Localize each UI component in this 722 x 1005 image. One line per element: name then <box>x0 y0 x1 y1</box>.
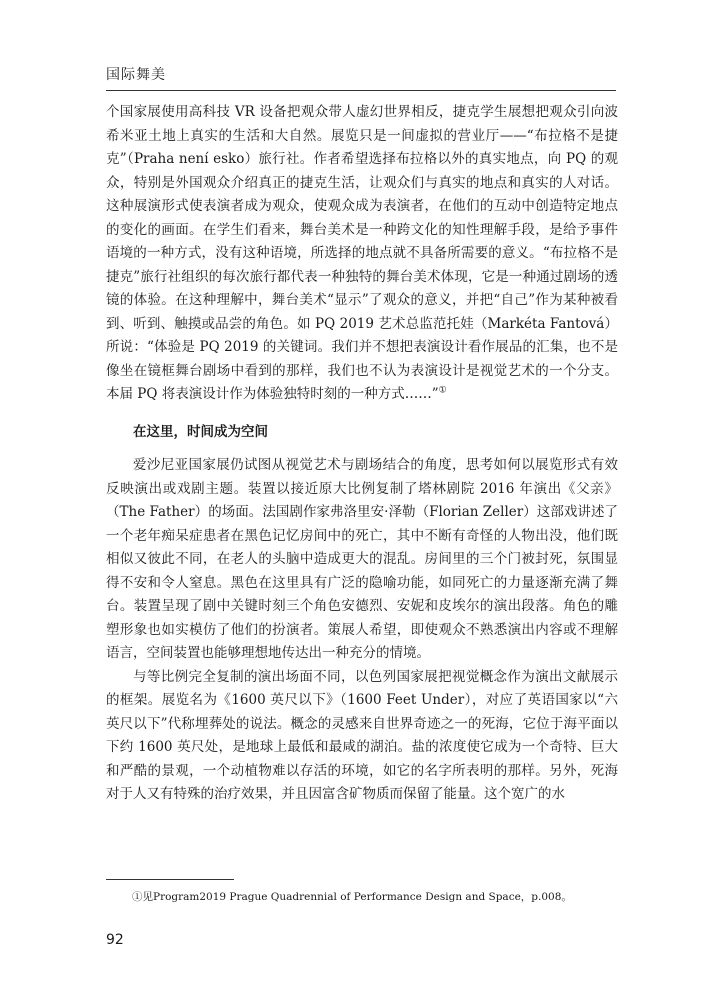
footnote-reference[interactable]: ① <box>438 385 447 396</box>
footnote-divider <box>106 879 234 880</box>
paragraph-3: 与等比例完全复制的演出场面不同，以色列国家展把视觉概念作为演出文献展示的框架。展览名为《1600 英尺以下》（1600 Feet Under），对应了英语国家以“六英尺以下”代称埋葬处的说法。概念的灵感来自世界奇迹之一的死海，它位于海平面以下约 1600 英尺处，是地球上最低和最咸的湖泊。盐的浓度使它成为一个奇特、巨大和严酷的景观，一个动植物难以存活的环境，如它的名字所表明的那样。另外，死海对于人又有特殊的治疗效果，并且因富含矿物质而保留了能量。这个宽广的水 <box>106 668 618 802</box>
paragraph-1 <box>106 101 618 407</box>
paragraph-1-text: 个国家展使用高科技 VR 设备把观众带人虚幻世界相反，捷克学生展想把观众引向波希米亚土地上真实的生活和大自然。展览只是一间虚拟的营业厅——“布拉格不是捷克”（Praha není esko）旅行社。作者希望选择布拉格以外的真实地点，向 PQ 的观众，特别是外国观众介绍真正的捷克生活，让观众们与真实的地点和真实的人对话。这种展演形式使表演者成为观众，使观众成为表演者，在他们的互动中创造特定地点的变化的画面。在学生们看来，舞台美术是一种跨文化的知性理解手段，是给予事件语境的一种方式，没有这种语境，所选择的地点就不具备所需要的意义。“布拉格不是捷克”旅行社组织的每次旅行都代表一种独特的舞台美术体现，它是一种通过剧场的透镜的体验。在这种理解中，舞台美术“显示”了观众的意义，并把“自己”作为某种被看到、听到、触摸或品尝的角色。如 PQ 2019 艺术总监范托娃（Markéta Fantová）所说：“体验是 PQ 2019 的关键词。我们并不想把表演设计看作展品的汇集，也不是像坐在镜框舞台剧场中看到的那样，我们也不认为表演设计是视觉艺术的一个分支。本届 PQ 将表演设计作为体验独特时刻的一种方式……” <box>106 104 618 402</box>
footnote: ①见Program2019 Prague Quadrennial of Performance Design and Space，p.008。 <box>132 891 572 903</box>
paragraph-2: 爱沙尼亚国家展仍试图从视觉艺术与剧场结合的角度，思考如何以展览形式有效反映演出或戏剧主题。装置以接近原大比例复制了塔林剧院 2016 年演出《父亲》（The Father）的场面。法国剧作家弗洛里安·泽勒（Florian Zeller）这部戏讲述了一个老年痴呆症患者在黑色记忆房间中的死亡，其中不断有奇怪的人物出没，他们既相似又彼此不同，在老人的头脑中造成更大的混乱。房间里的三个门被封死，氛围显得不安和令人窒息。黑色在这里具有广泛的隐喻功能，如同死亡的力量逐渐充满了舞台。装置呈现了剧中关键时刻三个角色安德烈、安妮和皮埃尔的演出段落。角色的雕塑形象也如实模仿了他们的扮演者。策展人希望，即使观众不熟悉演出内容或不理解语言，空间装置也能够理想地传达出一种充分的情境。 <box>106 457 618 661</box>
header-divider <box>106 90 616 91</box>
page-number: 92 <box>106 932 124 948</box>
section-heading: 在这里，时间成为空间 <box>133 423 268 440</box>
running-header: 国际舞美 <box>106 67 166 83</box>
body-text <box>106 101 618 807</box>
